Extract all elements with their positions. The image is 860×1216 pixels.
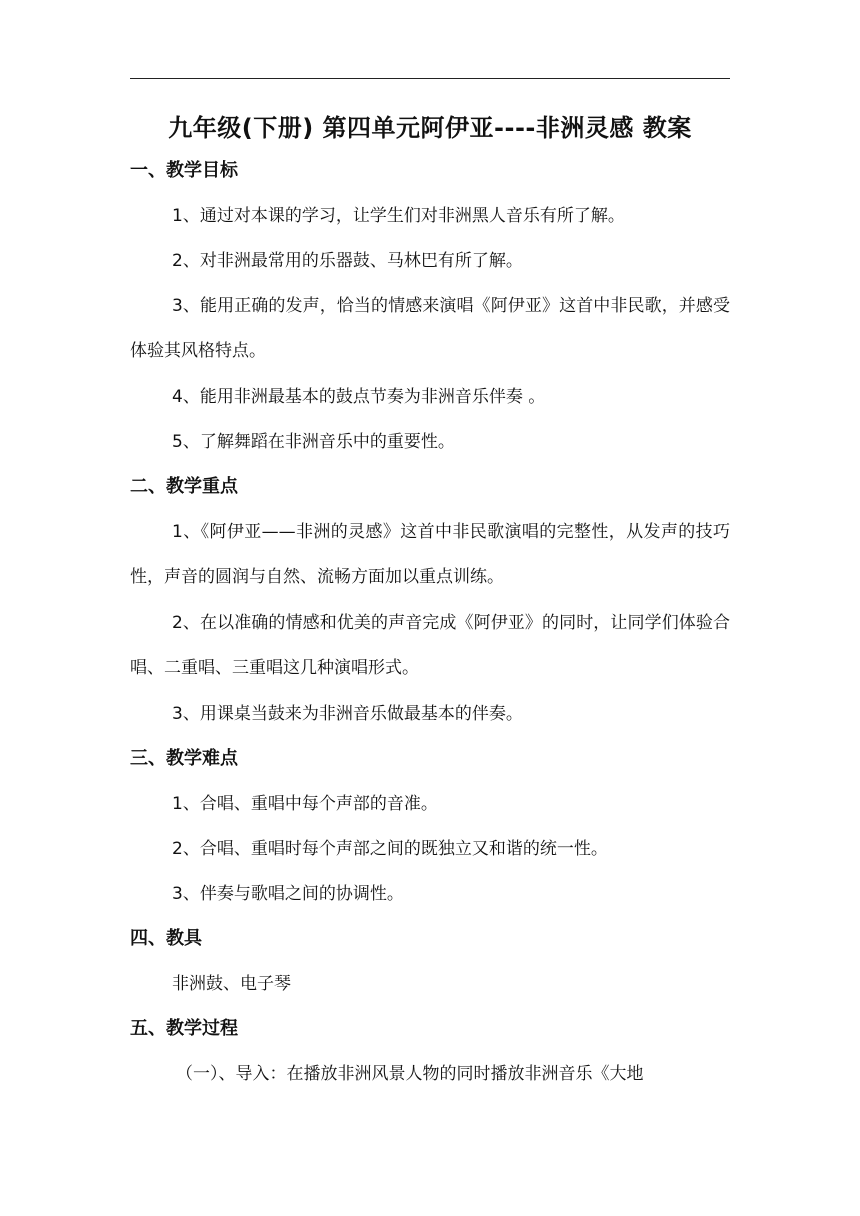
objective-item: 4、能用非洲最基本的鼓点节奏为非洲音乐伴奏 。 <box>172 387 546 407</box>
key-point-item: 2、在以准确的情感和优美的声音完成《阿伊亚》的同时，让同学们体验合唱、二重唱、三重唱这几种演唱形式。 <box>130 613 730 678</box>
section-heading-process: 五、教学过程 <box>130 1018 238 1039</box>
objective-item: 1、通过对本课的学习，让学生们对非洲黑人音乐有所了解。 <box>172 206 625 226</box>
teaching-aid-item: 非洲鼓、电子琴 <box>172 974 291 994</box>
key-point-item: 3、用课桌当鼓来为非洲音乐做最基本的伴奏。 <box>172 704 523 724</box>
section-heading-key-points: 二、教学重点 <box>130 476 238 497</box>
difficulty-item: 1、合唱、重唱中每个声部的音准。 <box>172 794 438 814</box>
document-body <box>130 160 730 1108</box>
objective-item: 2、对非洲最常用的乐器鼓、马林巴有所了解。 <box>172 251 523 271</box>
section-heading-objectives: 一、教学目标 <box>130 160 238 181</box>
document-title: 九年级(下册) 第四单元阿伊亚----非洲灵感 教案 <box>168 114 692 142</box>
section-heading-teaching-aids: 四、教具 <box>130 928 202 949</box>
objective-item: 5、了解舞蹈在非洲音乐中的重要性。 <box>172 432 455 452</box>
process-item: （一）、导入：在播放非洲风景人物的同时播放非洲音乐《大地 <box>176 1064 644 1084</box>
difficulty-item: 3、伴奏与歌唱之间的协调性。 <box>172 884 404 904</box>
header-rule <box>130 78 730 79</box>
difficulty-item: 2、合唱、重唱时每个声部之间的既独立又和谐的统一性。 <box>172 839 608 859</box>
objective-item: 3、能用正确的发声，恰当的情感来演唱《阿伊亚》这首中非民歌，并感受体验其风格特点。 <box>130 296 730 361</box>
section-heading-difficulties: 三、教学难点 <box>130 748 238 769</box>
key-point-item: 1、《阿伊亚——非洲的灵感》这首中非民歌演唱的完整性，从发声的技巧性，声音的圆润与自然、流畅方面加以重点训练。 <box>130 522 730 587</box>
